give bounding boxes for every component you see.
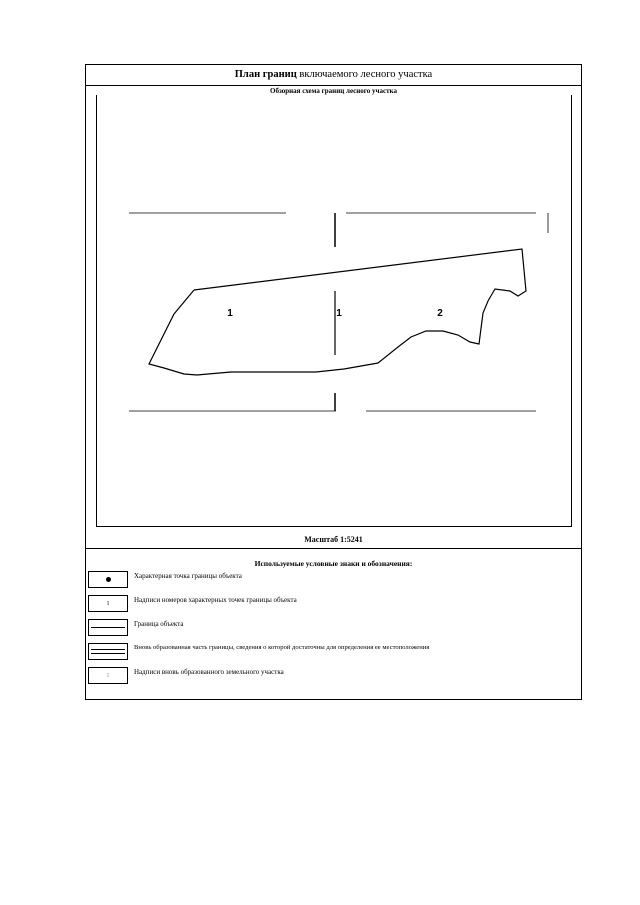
legend-text: Граница объекта (134, 620, 184, 628)
legend-symbol-box: 1 (88, 595, 128, 612)
legend-symbol-box (88, 643, 128, 660)
legend-text: Надписи номеров характерных точек границы объекта (134, 596, 297, 604)
map-label-2: 2 (437, 308, 443, 319)
boundary-line-icon (91, 627, 125, 628)
legend-symbol-box: 1 (88, 667, 128, 684)
legend-row (86, 640, 581, 664)
boundary-map (86, 65, 583, 535)
map-scale: Масштаб 1:5241 (304, 535, 363, 544)
plan-title-rest: включаемого лесного участка (296, 69, 433, 80)
map-label-1: 1 (227, 308, 233, 319)
legend-row (86, 592, 581, 616)
legend-row (86, 616, 581, 640)
section-divider (86, 548, 581, 549)
legend-heading: Используемые условные знаки и обозначения: (254, 559, 413, 568)
legend-text: Характерная точка границы объекта (134, 572, 242, 580)
document-frame (85, 64, 582, 700)
legend-row (86, 664, 581, 688)
legend-text: Надписи вновь образованного земельного участка (134, 668, 284, 676)
legend (86, 568, 581, 688)
boundary-point-icon (106, 577, 111, 582)
new-boundary-line-icon (91, 649, 125, 654)
overview-subtitle: Обзорная схема границ лесного участка (270, 87, 397, 95)
plan-title-bold: План границ (234, 69, 297, 80)
legend-row (86, 568, 581, 592)
legend-text: Вновь образованная часть границы, сведения о которой достаточны для определения ее местоположения (134, 644, 430, 651)
map-label-1b: 1 (336, 308, 342, 319)
legend-symbol-box (88, 571, 128, 588)
legend-symbol-box (88, 619, 128, 636)
